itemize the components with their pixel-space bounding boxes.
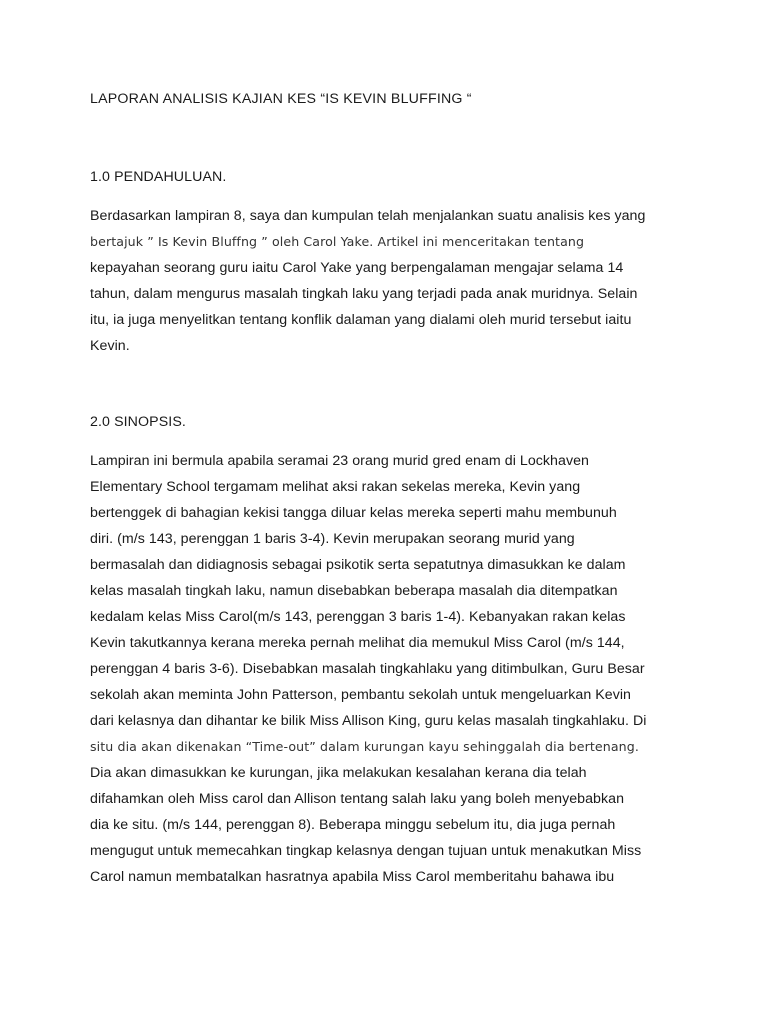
- paragraph-line: bertenggek di bahagian kekisi tangga diluar kelas mereka seperti mahu membunuh: [90, 505, 617, 521]
- paragraph-line: dari kelasnya dan dihantar ke bilik Miss Allison King, guru kelas masalah tingkahlaku. Di: [90, 713, 647, 729]
- paragraph-line: Carol namun membatalkan hasratnya apabila Miss Carol memberitahu bahawa ibu: [90, 869, 615, 885]
- document-title: LAPORAN ANALISIS KAJIAN KES “IS KEVIN BLUFFING “: [90, 91, 472, 107]
- paragraph-line: Kevin takutkannya kerana mereka pernah melihat dia memukul Miss Carol (m/s 144,: [90, 635, 625, 651]
- paragraph-line: Kevin.: [90, 338, 130, 354]
- paragraph-line: difahamkan oleh Miss carol dan Allison tentang salah laku yang boleh menyebabkan: [90, 791, 625, 807]
- section-heading-sinopsis: 2.0 SINOPSIS.: [90, 414, 186, 430]
- paragraph-line: Dia akan dimasukkan ke kurungan, jika melakukan kesalahan kerana dia telah: [90, 765, 587, 781]
- paragraph-line: diri. (m/s 143, perenggan 1 baris 3-4). Kevin merupakan seorang murid yang: [90, 531, 575, 547]
- paragraph-line: Lampiran ini bermula apabila seramai 23 orang murid gred enam di Lockhaven: [90, 453, 589, 469]
- paragraph-line: dia ke situ. (m/s 144, perenggan 8). Beberapa minggu sebelum itu, dia juga pernah: [90, 817, 616, 833]
- paragraph-line: Elementary School tergamam melihat aksi rakan sekelas mereka, Kevin yang: [90, 479, 581, 495]
- paragraph-line: bermasalah dan didiagnosis sebagai psikotik serta sepatutnya dimasukkan ke dalam: [90, 557, 626, 573]
- section-heading-pendahuluan: 1.0 PENDAHULUAN.: [90, 169, 227, 185]
- paragraph-line: kepayahan seorang guru iaitu Carol Yake yang berpengalaman mengajar selama 14: [90, 260, 624, 276]
- paragraph-line: perenggan 4 baris 3-6). Disebabkan masalah tingkahlaku yang ditimbulkan, Guru Besar: [90, 661, 645, 677]
- paragraph-line: bertajuk ” Is Kevin Bluffng ” oleh Carol Yake. Artikel ini menceritakan tentang: [90, 234, 585, 249]
- paragraph-line: itu, ia juga menyelitkan tentang konflik dalaman yang dialami oleh murid tersebut iaitu: [90, 312, 632, 328]
- paragraph-line: kelas masalah tingkah laku, namun disebabkan beberapa masalah dia ditempatkan: [90, 583, 618, 599]
- paragraph-line: kedalam kelas Miss Carol(m/s 143, perenggan 3 baris 1-4). Kebanyakan rakan kelas: [90, 609, 626, 625]
- paragraph-line: sekolah akan meminta John Patterson, pembantu sekolah untuk mengeluarkan Kevin: [90, 687, 631, 703]
- paragraph-line: Berdasarkan lampiran 8, saya dan kumpulan telah menjalankan suatu analisis kes yang: [90, 208, 646, 224]
- paragraph-line: situ dia akan dikenakan “Time-out” dalam kurungan kayu sehinggalah dia bertenang.: [90, 739, 639, 754]
- paragraph-line: tahun, dalam mengurus masalah tingkah laku yang terjadi pada anak muridnya. Selain: [90, 286, 638, 302]
- paragraph-line: mengugut untuk memecahkan tingkap kelasnya dengan tujuan untuk menakutkan Miss: [90, 843, 642, 859]
